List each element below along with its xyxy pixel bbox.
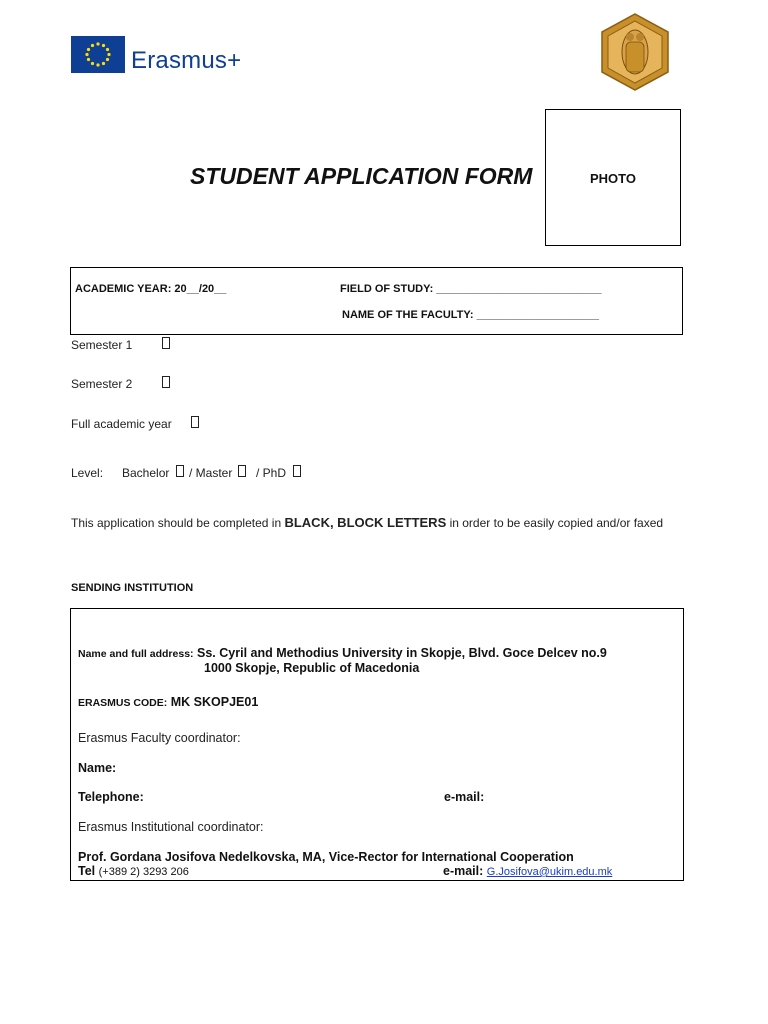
- semester2-checkbox[interactable]: [162, 376, 170, 388]
- level-bachelor-label: Bachelor: [122, 466, 170, 480]
- institutional-coordinator-name: Prof. Gordana Josifova Nedelkovska, MA, Vice-Rector for International Cooperation: [78, 850, 574, 864]
- eu-stars-icon: [71, 36, 125, 73]
- photo-label: PHOTO: [590, 171, 636, 186]
- institutional-email-link[interactable]: G.Josifova@ukim.edu.mk: [486, 866, 613, 878]
- tel-label: Tel: [78, 864, 96, 878]
- address-label: Name and full address:: [78, 648, 194, 660]
- note-emphasis: BLACK, BLOCK LETTERS: [284, 515, 447, 530]
- university-seal-icon: [598, 12, 672, 92]
- academic-info-box: [70, 267, 683, 335]
- email-label2: e-mail:: [443, 864, 484, 878]
- tel-value: (+389 2) 3293 206: [98, 866, 189, 878]
- form-title: STUDENT APPLICATION FORM: [190, 163, 533, 189]
- academic-year-field[interactable]: ACADEMIC YEAR: 20__/20__: [75, 283, 227, 295]
- faculty-name-field[interactable]: NAME OF THE FACULTY: ____________________: [342, 309, 599, 321]
- erasmus-logo-text: Erasmus+: [131, 47, 242, 74]
- faculty-coordinator-label: Erasmus Faculty coordinator:: [78, 731, 241, 745]
- institutional-email-row: [443, 864, 612, 880]
- coordinator-name-label[interactable]: Name:: [78, 761, 117, 775]
- erasmus-code-label: ERASMUS CODE:: [78, 697, 168, 709]
- full-year-checkbox[interactable]: [191, 416, 199, 428]
- erasmus-code-row: [78, 695, 258, 711]
- level-label: Level:: [71, 466, 104, 480]
- institutional-coordinator-label: Erasmus Institutional coordinator:: [78, 820, 264, 834]
- eu-flag-logo: [71, 36, 125, 73]
- telephone-label[interactable]: Telephone:: [78, 790, 144, 804]
- level-phd-label: / PhD: [256, 466, 287, 480]
- erasmus-code-value: MK SKOPJE01: [170, 695, 259, 709]
- semester1-checkbox[interactable]: [162, 337, 170, 349]
- tel-row: [78, 864, 189, 880]
- photo-box[interactable]: [545, 109, 681, 246]
- address-line1: Ss. Cyril and Methodius University in Skopje, Blvd. Goce Delcev no.9: [197, 646, 607, 660]
- master-checkbox[interactable]: [238, 465, 246, 477]
- semester2-label: Semester 2: [71, 377, 133, 391]
- semester1-label: Semester 1: [71, 338, 133, 352]
- completion-note: This application should be completed in BLACK, BLOCK LETTERS in order to be easily copied and/or faxed: [71, 515, 664, 530]
- email-label[interactable]: e-mail:: [444, 790, 485, 804]
- address-line2: 1000 Skopje, Republic of Macedonia: [204, 661, 420, 675]
- address-row: [78, 646, 607, 662]
- sending-institution-heading: SENDING INSTITUTION: [71, 582, 194, 594]
- full-year-label: Full academic year: [71, 417, 172, 431]
- bachelor-checkbox[interactable]: [176, 465, 184, 477]
- phd-checkbox[interactable]: [293, 465, 301, 477]
- level-master-label: / Master: [189, 466, 233, 480]
- field-of-study-field[interactable]: FIELD OF STUDY: ___________________________: [340, 283, 602, 295]
